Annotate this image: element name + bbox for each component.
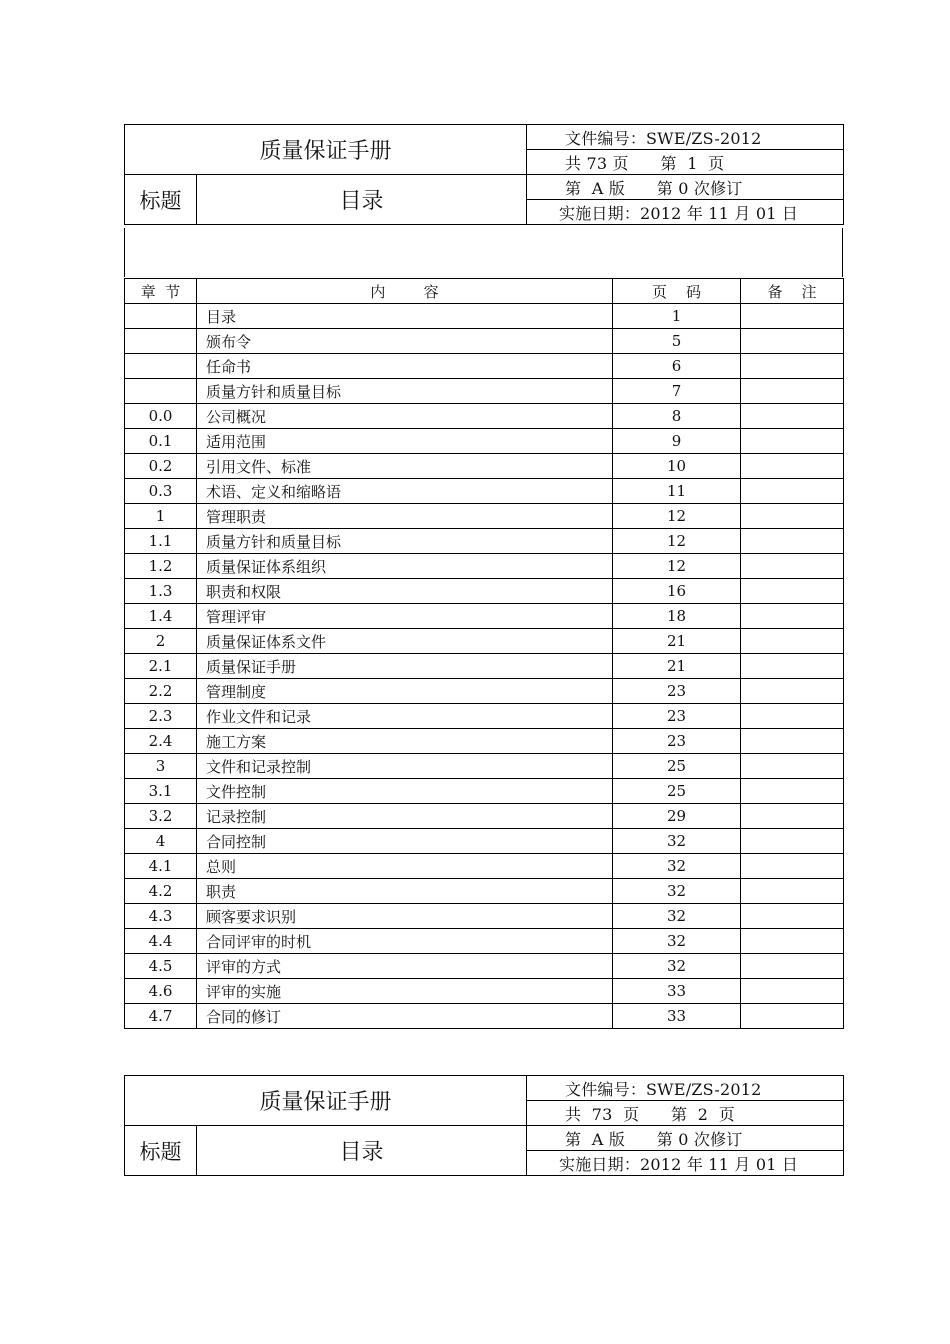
toc-entry-title: 引用文件、标准 <box>197 454 613 479</box>
manual-title: 质量保证手册 <box>125 1076 527 1126</box>
toc-remark <box>741 979 844 1004</box>
toc-section-number: 4.6 <box>125 979 197 1004</box>
toc-page-number: 12 <box>613 529 741 554</box>
toc-row <box>125 779 844 804</box>
toc-row <box>125 754 844 779</box>
col-section-header: 章 节 <box>125 279 197 304</box>
doc-number: 文件编号：SWE/ZS-2012 <box>527 125 844 150</box>
toc-remark <box>741 904 844 929</box>
toc-section-number: 2 <box>125 629 197 654</box>
toc-section-number: 3.2 <box>125 804 197 829</box>
toc-row <box>125 604 844 629</box>
toc-page-number: 8 <box>613 404 741 429</box>
toc-remark <box>741 554 844 579</box>
toc-remark <box>741 504 844 529</box>
toc-page-number: 6 <box>613 354 741 379</box>
title-value: 目录 <box>197 1126 527 1176</box>
toc-page-number: 25 <box>613 754 741 779</box>
toc-entry-title: 记录控制 <box>197 804 613 829</box>
toc-remark <box>741 779 844 804</box>
toc-remark <box>741 704 844 729</box>
toc-remark <box>741 729 844 754</box>
toc-entry-title: 顾客要求识别 <box>197 904 613 929</box>
toc-section-number <box>125 329 197 354</box>
toc-section-number: 1 <box>125 504 197 529</box>
toc-header-row <box>125 279 844 304</box>
effective-date: 实施日期：2012 年 11 月 01 日 <box>527 1151 844 1176</box>
toc-row <box>125 829 844 854</box>
toc-section-number: 0.1 <box>125 429 197 454</box>
toc-entry-title: 评审的实施 <box>197 979 613 1004</box>
toc-row <box>125 579 844 604</box>
toc-remark <box>741 929 844 954</box>
toc-section-number: 2.3 <box>125 704 197 729</box>
toc-page-number: 10 <box>613 454 741 479</box>
toc-section-number: 1.2 <box>125 554 197 579</box>
page-info: 共 73 页 第 2 页 <box>527 1101 844 1126</box>
toc-section-number: 3.1 <box>125 779 197 804</box>
toc-page-number: 32 <box>613 879 741 904</box>
toc-remark <box>741 804 844 829</box>
title-label: 标题 <box>125 175 197 225</box>
toc-page-number: 32 <box>613 829 741 854</box>
toc-page-number: 7 <box>613 379 741 404</box>
toc-row <box>125 904 844 929</box>
toc-entry-title: 合同控制 <box>197 829 613 854</box>
toc-row <box>125 554 844 579</box>
toc-page-number: 29 <box>613 804 741 829</box>
toc-section-number <box>125 304 197 329</box>
toc-page-number: 9 <box>613 429 741 454</box>
toc-page-number: 23 <box>613 729 741 754</box>
effective-date: 实施日期：2012 年 11 月 01 日 <box>527 200 844 225</box>
toc-section-number: 4.3 <box>125 904 197 929</box>
toc-row <box>125 379 844 404</box>
toc-entry-title: 质量方针和质量目标 <box>197 529 613 554</box>
version-info: 第 A 版 第 0 次修订 <box>527 175 844 200</box>
toc-section-number: 4.4 <box>125 929 197 954</box>
toc-row <box>125 629 844 654</box>
toc-table <box>124 278 844 1029</box>
toc-entry-title: 合同评审的时机 <box>197 929 613 954</box>
toc-row <box>125 329 844 354</box>
toc-section-number: 4.1 <box>125 854 197 879</box>
toc-entry-title: 适用范围 <box>197 429 613 454</box>
toc-page-number: 5 <box>613 329 741 354</box>
toc-entry-title: 职责和权限 <box>197 579 613 604</box>
toc-row <box>125 704 844 729</box>
toc-section-number: 4.7 <box>125 1004 197 1029</box>
page2-header <box>124 1075 844 1176</box>
toc-remark <box>741 829 844 854</box>
toc-page-number: 32 <box>613 904 741 929</box>
col-remark-header: 备 注 <box>741 279 844 304</box>
toc-section-number: 1.3 <box>125 579 197 604</box>
toc-entry-title: 管理职责 <box>197 504 613 529</box>
version-info: 第 A 版 第 0 次修订 <box>527 1126 844 1151</box>
toc-page-number: 25 <box>613 779 741 804</box>
toc-remark <box>741 404 844 429</box>
toc-remark <box>741 954 844 979</box>
toc-page-number: 11 <box>613 479 741 504</box>
toc-page-number: 32 <box>613 854 741 879</box>
toc-row <box>125 304 844 329</box>
toc-row <box>125 929 844 954</box>
toc-entry-title: 文件控制 <box>197 779 613 804</box>
toc-body <box>125 304 844 1029</box>
toc-row <box>125 854 844 879</box>
toc-entry-title: 质量保证手册 <box>197 654 613 679</box>
toc-entry-title: 施工方案 <box>197 729 613 754</box>
toc-remark <box>741 679 844 704</box>
toc-remark <box>741 629 844 654</box>
toc-entry-title: 职责 <box>197 879 613 904</box>
col-content-header: 内 容 <box>197 279 613 304</box>
toc-remark <box>741 579 844 604</box>
toc-remark <box>741 754 844 779</box>
toc-remark <box>741 1004 844 1029</box>
col-page-header: 页 码 <box>613 279 741 304</box>
toc-entry-title: 管理评审 <box>197 604 613 629</box>
toc-page-number: 23 <box>613 679 741 704</box>
toc-row <box>125 404 844 429</box>
toc-row <box>125 529 844 554</box>
toc-entry-title: 合同的修订 <box>197 1004 613 1029</box>
toc-section-number: 2.4 <box>125 729 197 754</box>
toc-section-number: 1.4 <box>125 604 197 629</box>
toc-entry-title: 质量保证体系文件 <box>197 629 613 654</box>
toc-row <box>125 504 844 529</box>
doc-number: 文件编号：SWE/ZS-2012 <box>527 1076 844 1101</box>
toc-page-number: 12 <box>613 554 741 579</box>
toc-entry-title: 目录 <box>197 304 613 329</box>
toc-remark <box>741 604 844 629</box>
toc-page-number: 16 <box>613 579 741 604</box>
toc-page-number: 33 <box>613 979 741 1004</box>
toc-row <box>125 354 844 379</box>
toc-section-number: 0.3 <box>125 479 197 504</box>
toc-entry-title: 质量保证体系组织 <box>197 554 613 579</box>
toc-page-number: 33 <box>613 1004 741 1029</box>
toc-row <box>125 804 844 829</box>
toc-remark <box>741 479 844 504</box>
title-label: 标题 <box>125 1126 197 1176</box>
toc-row <box>125 454 844 479</box>
toc-remark <box>741 454 844 479</box>
toc-entry-title: 管理制度 <box>197 679 613 704</box>
toc-entry-title: 文件和记录控制 <box>197 754 613 779</box>
toc-entry-title: 作业文件和记录 <box>197 704 613 729</box>
toc-remark <box>741 654 844 679</box>
toc-entry-title: 任命书 <box>197 354 613 379</box>
toc-row <box>125 679 844 704</box>
toc-entry-title: 颁布令 <box>197 329 613 354</box>
toc-section-number: 1.1 <box>125 529 197 554</box>
blank-row <box>124 228 843 277</box>
toc-remark <box>741 429 844 454</box>
toc-row <box>125 954 844 979</box>
toc-entry-title: 质量方针和质量目标 <box>197 379 613 404</box>
toc-section-number <box>125 379 197 404</box>
manual-title: 质量保证手册 <box>125 125 527 175</box>
toc-entry-title: 公司概况 <box>197 404 613 429</box>
toc-page-number: 32 <box>613 929 741 954</box>
toc-row <box>125 479 844 504</box>
toc-row <box>125 879 844 904</box>
toc-page-number: 21 <box>613 654 741 679</box>
toc-page-number: 32 <box>613 954 741 979</box>
page1-header <box>124 124 844 225</box>
toc-page-number: 1 <box>613 304 741 329</box>
toc-remark <box>741 354 844 379</box>
toc-row <box>125 654 844 679</box>
toc-row <box>125 729 844 754</box>
toc-remark <box>741 854 844 879</box>
toc-remark <box>741 379 844 404</box>
toc-row <box>125 979 844 1004</box>
toc-section-number <box>125 354 197 379</box>
toc-section-number: 4.5 <box>125 954 197 979</box>
page-info: 共 73 页 第 1 页 <box>527 150 844 175</box>
toc-remark <box>741 329 844 354</box>
toc-entry-title: 总则 <box>197 854 613 879</box>
toc-section-number: 2.1 <box>125 654 197 679</box>
toc-entry-title: 评审的方式 <box>197 954 613 979</box>
toc-entry-title: 术语、定义和缩略语 <box>197 479 613 504</box>
toc-remark <box>741 304 844 329</box>
toc-page-number: 12 <box>613 504 741 529</box>
toc-section-number: 3 <box>125 754 197 779</box>
toc-section-number: 0.0 <box>125 404 197 429</box>
toc-remark <box>741 879 844 904</box>
toc-section-number: 4 <box>125 829 197 854</box>
toc-page-number: 21 <box>613 629 741 654</box>
toc-row <box>125 1004 844 1029</box>
toc-page-number: 18 <box>613 604 741 629</box>
toc-section-number: 4.2 <box>125 879 197 904</box>
toc-row <box>125 429 844 454</box>
toc-page-number: 23 <box>613 704 741 729</box>
toc-section-number: 2.2 <box>125 679 197 704</box>
title-value: 目录 <box>197 175 527 225</box>
toc-remark <box>741 529 844 554</box>
toc-section-number: 0.2 <box>125 454 197 479</box>
